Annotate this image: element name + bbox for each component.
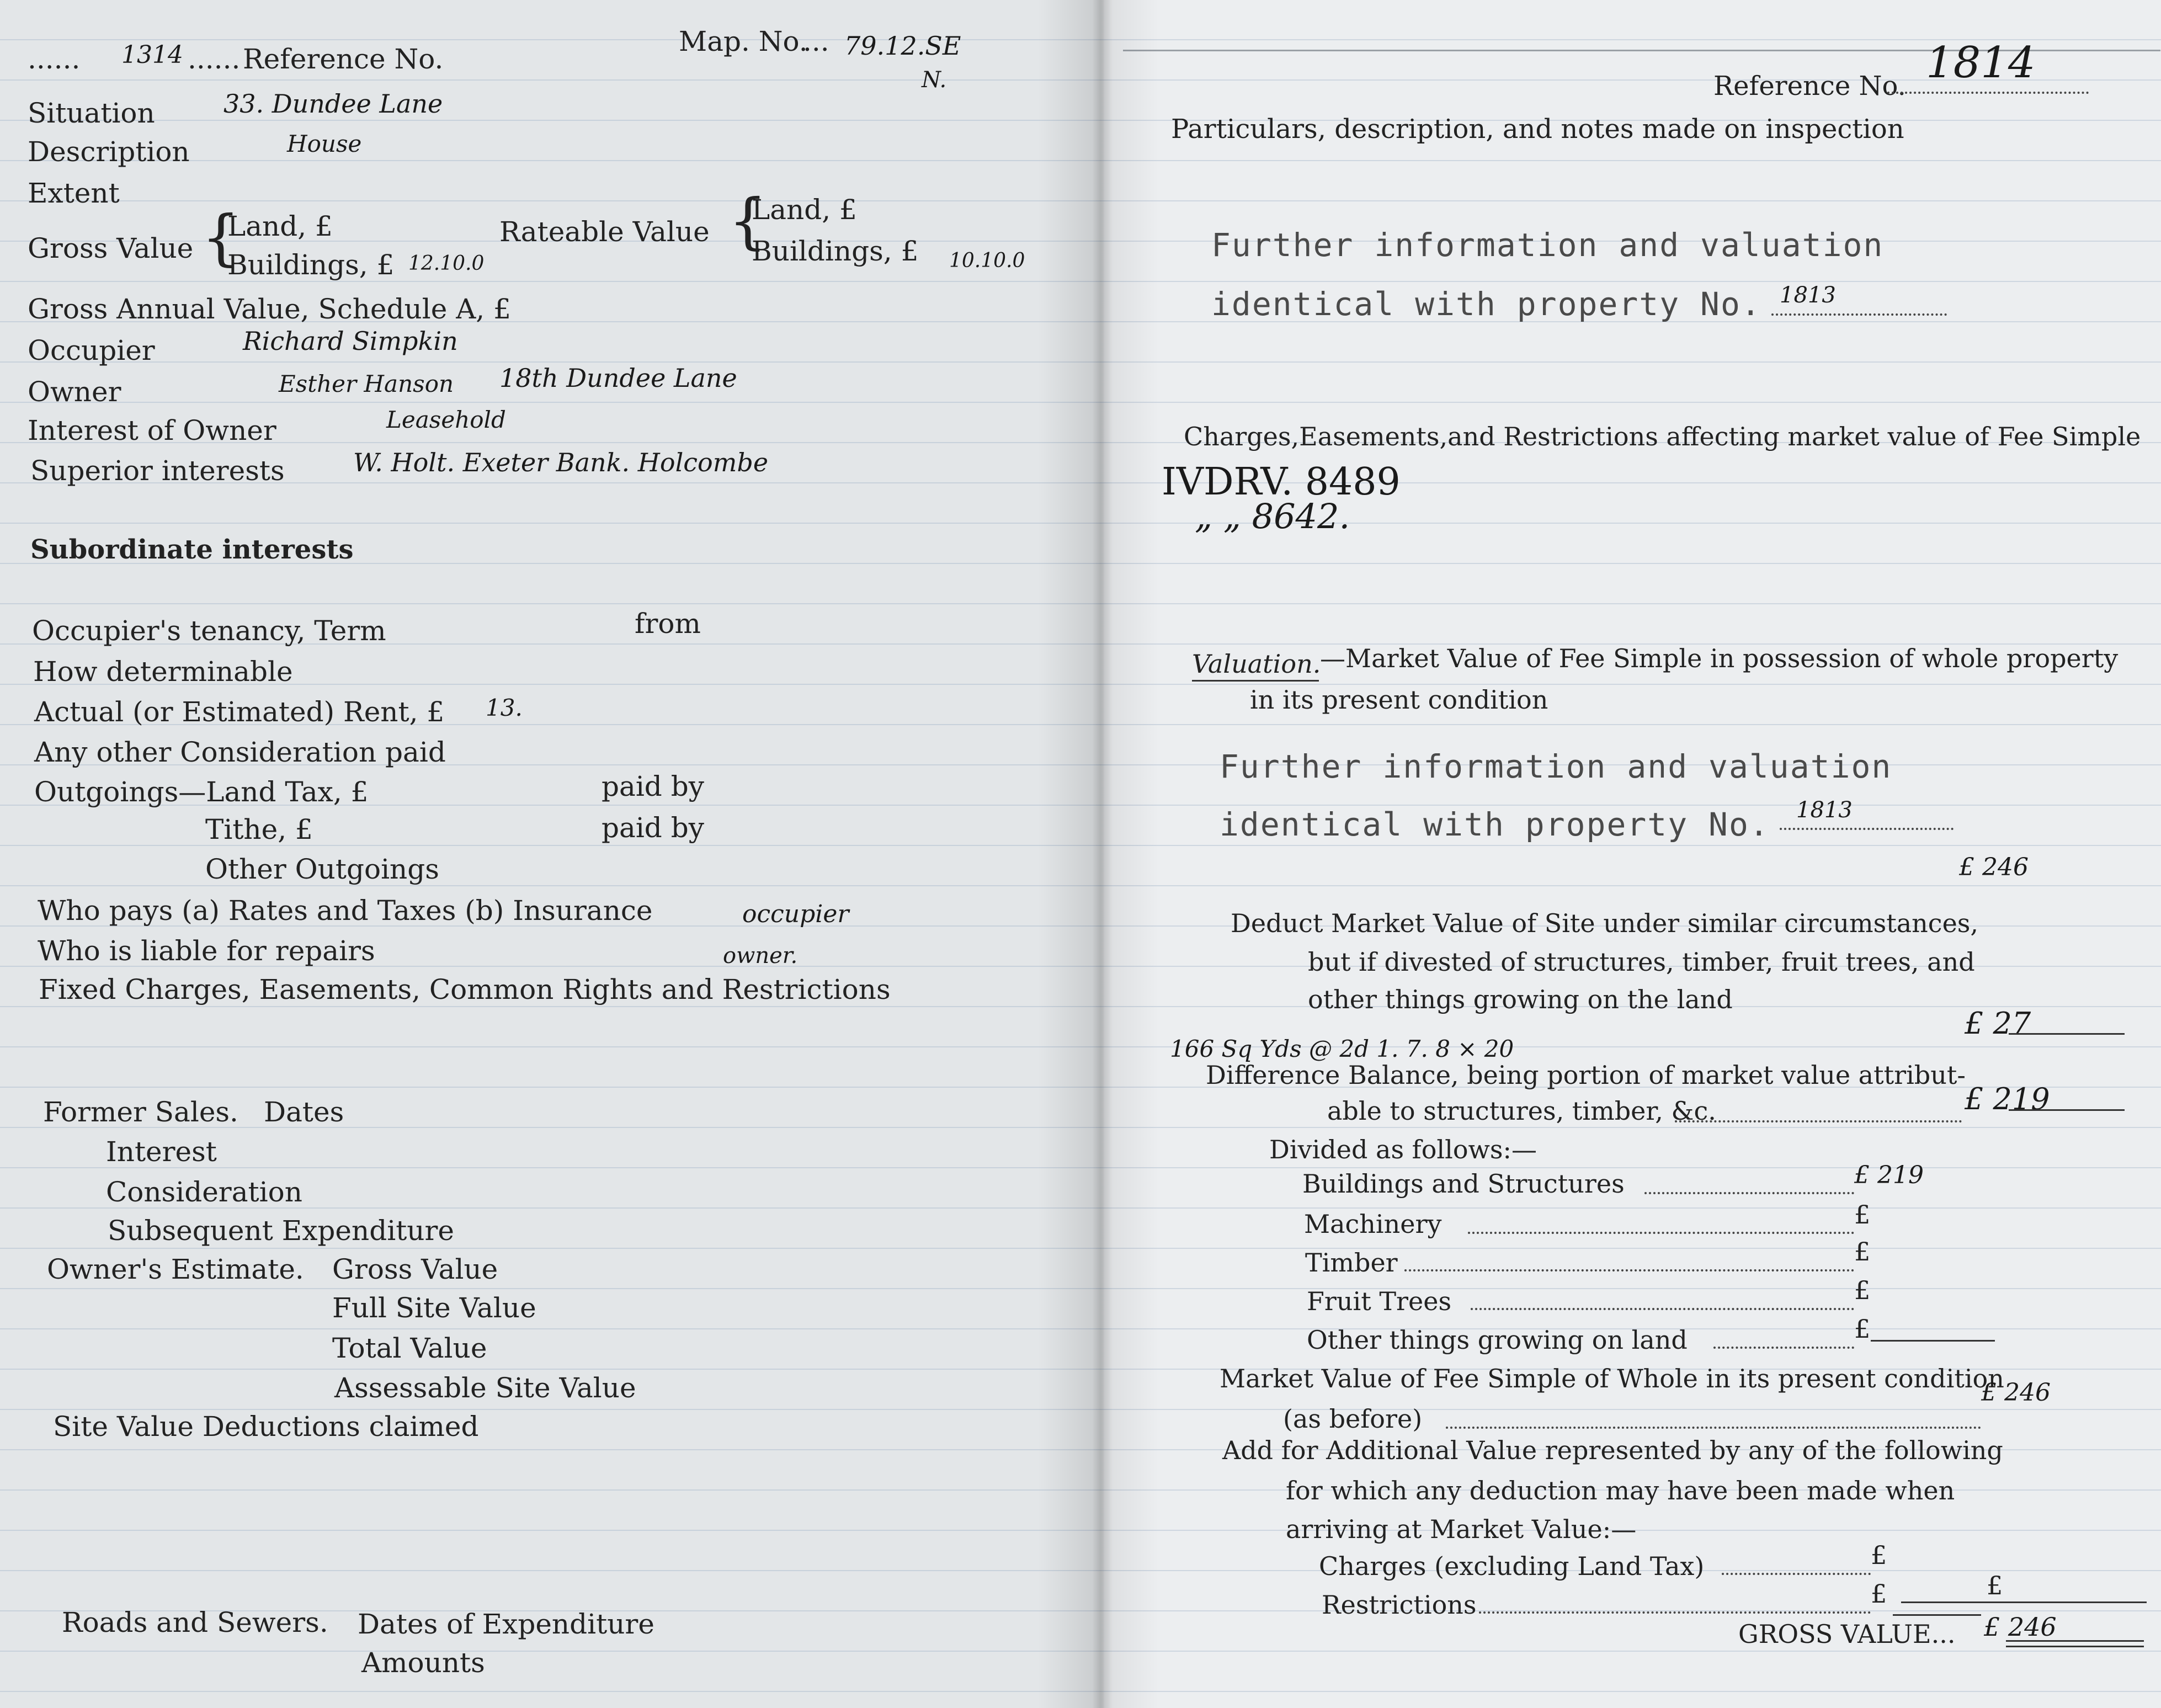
fruit-dots <box>1471 1308 1854 1310</box>
other-growing-label: Other things growing on land <box>1307 1325 1688 1355</box>
occupier-value: Richard Simpkin <box>243 326 458 356</box>
restrictions-label: Restrictions <box>1322 1590 1477 1620</box>
fruit-trees-value: £ <box>1854 1275 1871 1305</box>
land-label: Land, £ <box>227 210 333 242</box>
repairs-label: Who is liable for repairs <box>38 935 375 967</box>
paid-by-2: paid by <box>602 812 704 844</box>
map-label: Map. No. <box>679 25 808 57</box>
stamp2-dots <box>1780 828 1954 830</box>
owner-value: Esther Hanson <box>279 370 454 397</box>
stamp2-value: 1813 <box>1796 797 1853 823</box>
stamp1-value: 1813 <box>1780 283 1836 308</box>
timber-label: Timber <box>1305 1248 1398 1278</box>
gross-value-rule-2 <box>2006 1646 2144 1647</box>
paid-by-1: paid by <box>602 770 704 802</box>
restrictions-total: £ <box>1987 1571 2003 1600</box>
buildings-dots <box>1644 1192 1854 1194</box>
charges-excl-dots <box>1722 1573 1871 1575</box>
tithe-label: Tithe, £ <box>205 813 313 845</box>
owners-estimate-label: Owner's Estimate. <box>47 1253 304 1285</box>
book-gutter <box>1037 0 1159 1708</box>
subordinate-label: Subordinate interests <box>30 534 354 565</box>
charges-label: Charges,Easements,and Restrictions affecting market value of Fee Simple <box>1184 422 2141 451</box>
buildings-structures-value: £ 219 <box>1854 1161 1924 1189</box>
situation-label: Situation <box>28 97 155 129</box>
owner-label: Owner <box>28 376 121 408</box>
deduct-line-3: other things growing on the land <box>1308 985 1733 1014</box>
machinery-value: £ <box>1854 1200 1871 1230</box>
rateable-buildings-value: 10.10.0 <box>949 249 1025 272</box>
full-site-label: Full Site Value <box>332 1292 536 1324</box>
map-dots: ... <box>803 25 829 57</box>
superior-value: W. Holt. Exeter Bank. Holcombe <box>353 448 769 477</box>
rateable-land-label: Land, £ <box>752 194 857 226</box>
former-sales-label: Former Sales. <box>43 1096 238 1128</box>
brace-rateable: { <box>728 185 767 256</box>
ref-dots-left-2: ...... <box>188 43 241 75</box>
stamp1-line1: Further information and valuation <box>1211 226 1884 264</box>
total-value-label: Total Value <box>332 1332 487 1364</box>
charges-excl-value: £ <box>1871 1540 1887 1570</box>
site-value: £ 27 <box>1965 1006 2031 1041</box>
rent-value: 13. <box>486 694 523 721</box>
extent-label: Extent <box>28 177 120 209</box>
valuation-text-1: —Market Value of Fee Simple in possession of whole property <box>1320 643 2119 673</box>
restrictions-value: £ <box>1871 1579 1887 1609</box>
description-value: House <box>287 130 362 157</box>
consideration-label: Consideration <box>106 1176 302 1208</box>
roads-label: Roads and Sewers. <box>62 1606 328 1638</box>
divided-label: Divided as follows:— <box>1269 1135 1537 1164</box>
dates-expenditure-label: Dates of Expenditure <box>358 1608 654 1640</box>
amounts-label: Amounts <box>361 1647 485 1679</box>
gross-value2-label: Gross Value <box>332 1253 498 1285</box>
description-label: Description <box>28 136 190 168</box>
ref-dots-left: ...... <box>28 43 81 75</box>
fruit-trees-label: Fruit Trees <box>1307 1286 1452 1316</box>
site-value-rule <box>2009 1033 2125 1035</box>
ref-value-left: 1314 <box>121 41 183 69</box>
fixed-charges-label: Fixed Charges, Easements, Common Rights and Restrictions <box>39 973 891 1005</box>
situation-value: 33. Dundee Lane <box>223 89 443 119</box>
charges-excl-label: Charges (excluding Land Tax) <box>1319 1551 1705 1581</box>
timber-dots <box>1404 1269 1854 1271</box>
stamp2-line1: Further information and valuation <box>1220 748 1892 785</box>
restrictions-dots <box>1479 1611 1871 1614</box>
gross-value-label: Gross Value <box>28 232 194 264</box>
rateable-buildings-label: Buildings, £ <box>752 235 919 267</box>
timber-value: £ <box>1854 1237 1871 1267</box>
particulars-label: Particulars, description, and notes made on inspection <box>1171 114 1904 145</box>
occupier-label: Occupier <box>28 334 155 366</box>
deduct-line-2: but if divested of structures, timber, fruit trees, and <box>1308 947 1975 977</box>
buildings-label: Buildings, £ <box>227 249 395 281</box>
charges-note-1: IVDRV. 8489 <box>1162 460 1401 504</box>
gross-value-label: GROSS VALUE... <box>1738 1619 1956 1649</box>
ref-value-right: 1814 <box>1926 38 2036 88</box>
repairs-value: owner. <box>723 943 798 969</box>
ref-dots-right <box>1887 92 2089 94</box>
valuation-underline <box>1192 680 1319 682</box>
site-deductions-label: Site Value Deductions claimed <box>53 1411 479 1443</box>
difference-line-1: Difference Balance, being portion of market value attribut- <box>1206 1060 1966 1090</box>
market-whole-line-1: Market Value of Fee Simple of Whole in its present condition <box>1220 1364 2004 1393</box>
add-line-3: arriving at Market Value:— <box>1286 1514 1637 1544</box>
from-label: from <box>635 608 701 640</box>
difference-line-2: able to structures, timber, &c. <box>1327 1096 1716 1126</box>
map-value: 79.12.SE <box>844 31 961 61</box>
gross-annual-label: Gross Annual Value, Schedule A, £ <box>28 293 511 325</box>
other-growing-value: £ <box>1854 1314 1871 1344</box>
site-calc: 166 Sq Yds @ 2d 1. 7. 8 × 20 <box>1170 1035 1514 1062</box>
stamp1-dots <box>1771 313 1947 316</box>
machinery-label: Machinery <box>1304 1209 1442 1239</box>
machinery-dots <box>1468 1232 1854 1234</box>
ref-label-right: Reference No. <box>1713 71 1906 102</box>
dates-label: Dates <box>264 1096 344 1128</box>
subsequent-label: Subsequent Expenditure <box>108 1215 454 1247</box>
other-growing-rule <box>1871 1340 1995 1342</box>
difference-value-rule <box>2009 1109 2125 1111</box>
market-value: £ 246 <box>1959 853 2029 881</box>
add-line-1: Add for Additional Value represented by any of the following <box>1222 1435 2003 1465</box>
restrictions-total-rule <box>1901 1601 2147 1603</box>
rates-value: occupier <box>742 900 849 928</box>
charges-note-2: „ „ 8642. <box>1195 496 1350 536</box>
outgoings-label: Outgoings—Land Tax, £ <box>34 776 369 808</box>
difference-dots <box>1675 1120 1962 1122</box>
other-growing-dots <box>1713 1347 1854 1349</box>
ref-label-left: Reference No. <box>243 43 444 75</box>
market-whole-dots <box>1446 1427 1981 1429</box>
tenancy-label: Occupier's tenancy, Term <box>32 615 386 647</box>
stamp1-line2: identical with property No. <box>1211 285 1761 323</box>
determinable-label: How determinable <box>33 656 293 688</box>
brace-gross: { <box>201 202 240 273</box>
assessable-label: Assessable Site Value <box>334 1372 636 1404</box>
gross-value-rule <box>2006 1640 2144 1642</box>
other-consideration-label: Any other Consideration paid <box>34 736 446 768</box>
map-value-2: N. <box>922 67 947 93</box>
restrictions-rule-2 <box>1893 1614 1981 1616</box>
interest-owner-label: Interest of Owner <box>28 414 276 446</box>
stamp2-line2: identical with property No. <box>1220 806 1770 843</box>
interest-owner-value: Leasehold <box>386 406 506 433</box>
rateable-value-label: Rateable Value <box>499 216 710 248</box>
market-whole-line-2: (as before) <box>1283 1404 1423 1434</box>
buildings-value: 12.10.0 <box>408 252 485 275</box>
rent-label: Actual (or Estimated) Rent, £ <box>34 696 445 728</box>
right-page <box>1104 0 2161 1708</box>
difference-value: £ 219 <box>1965 1082 2050 1116</box>
valuation-text-2: in its present condition <box>1250 685 1548 715</box>
market-whole-value: £ 246 <box>1981 1379 2051 1407</box>
other-outgoings-label: Other Outgoings <box>205 853 439 885</box>
deduct-line-1: Deduct Market Value of Site under similar circumstances, <box>1231 908 1979 938</box>
rates-label: Who pays (a) Rates and Taxes (b) Insurance <box>38 895 653 927</box>
superior-label: Superior interests <box>30 455 285 487</box>
add-line-2: for which any deduction may have been made when <box>1286 1476 1955 1505</box>
owner-address: 18th Dundee Lane <box>499 363 737 393</box>
gross-value-value: £ 246 <box>1984 1612 2057 1642</box>
interest-label: Interest <box>106 1136 217 1168</box>
valuation-label: Valuation. <box>1192 649 1321 679</box>
buildings-structures-label: Buildings and Structures <box>1302 1169 1625 1199</box>
